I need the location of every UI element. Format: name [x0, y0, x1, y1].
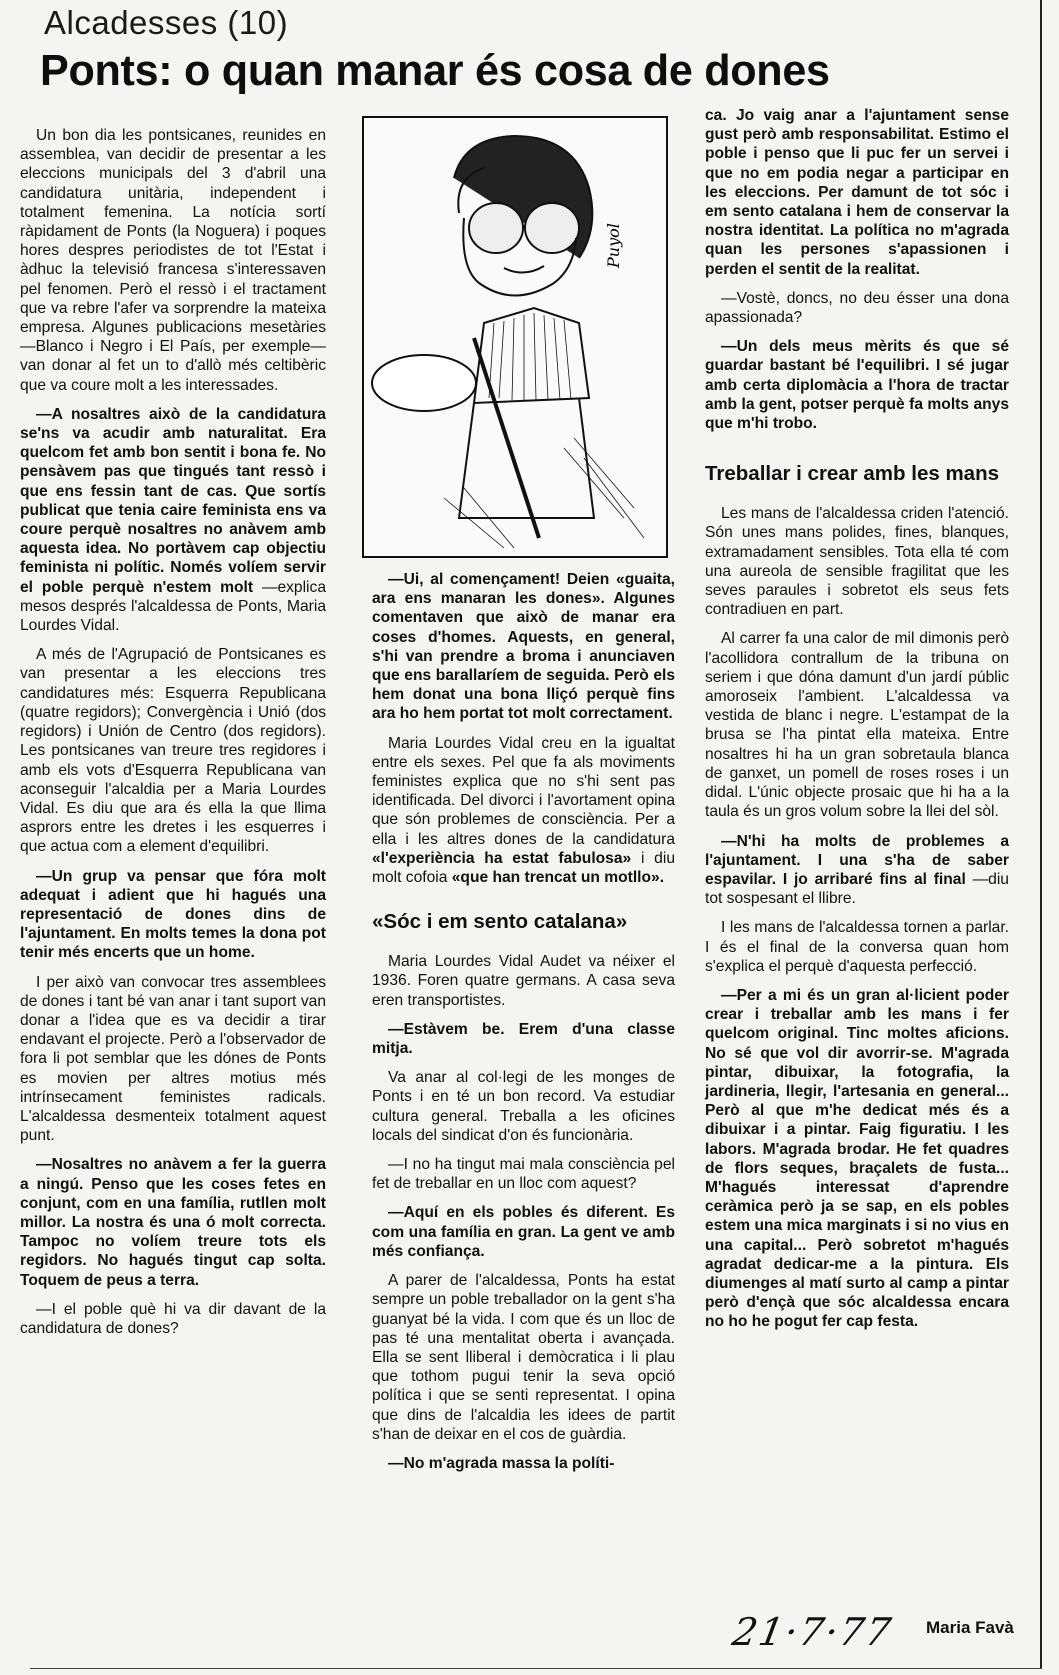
handwritten-date: 21·7·77	[729, 1610, 896, 1654]
article-paragraph	[705, 289, 1009, 327]
article-paragraph	[705, 918, 1009, 976]
article-paragraph	[372, 1155, 675, 1193]
article-paragraph	[705, 337, 1009, 433]
subheading-catalana: «Sóc i em sento catalana»	[372, 910, 628, 934]
article-paragraph	[372, 734, 675, 888]
quote-text: —Ui, al començament! Deien «guaita, ara ens manaran les dones». Algunes comentaven que això de manar era coses d'homes. Aquests, en general, s'hi van prendre a broma i anunciaven que ens barallaríem de seguida. Però els hem donat una bona lliçó perquè fins ara ho hem portat tot molt correctament.	[372, 571, 675, 723]
article-paragraph	[20, 126, 326, 395]
quote-text: ca. Jo vaig anar a l'ajuntament sense gust però amb responsabilitat. Estimo el poble i penso que li puc fer un servei i que no em podia negar a participar en les eleccions. Per damunt de tot sóc i em sento catalana i hem de conservar la nostra identitat. La política no m'agrada quan les persones s'apassionen i perden el sentit de la realitat.	[705, 107, 1009, 278]
column-2	[372, 570, 675, 1473]
article-paragraph	[705, 629, 1009, 821]
body-text: —Vostè, doncs, no deu ésser una dona apassionada?	[705, 289, 1009, 327]
article-paragraph	[20, 1155, 326, 1289]
article-paragraph	[372, 1454, 675, 1473]
article-paragraph	[372, 952, 675, 1010]
body-text: A parer de l'alcaldessa, Ponts ha estat sempre un poble treballador on la gent s'ha guanyat bé la vida. I com que és un lloc de pas té una mentalitat oberta i avançada. Ella se sent lliberal i demòcratica i li plau que tothom pugui tenir la seva opció política i que se senti representat. I opina que dins de l'alcaldia les idees de partit s'han de deixar en el cos de guàrdia.	[372, 1272, 675, 1443]
article-paragraph	[372, 570, 675, 724]
right-border-rule	[1040, 0, 1042, 1668]
body-text: Les mans de l'alcaldessa criden l'atenció. Són unes mans polides, fines, blanques, extramadament sensibles. Tota ella té com una aureola de sensible fragilitat que les seves paraules i sobretot els seus fets contradiuen en part.	[705, 505, 1009, 619]
quote-text: —Un dels meus mèrits és que sé guardar bastant bé l'equilibri. I sé jugar amb certa diplomàcia a l'hora de tractar amb la gent, potser perquè fa molts anys que m'hi trobo.	[705, 338, 1009, 433]
article-paragraph	[372, 1020, 675, 1058]
headline: Ponts: o quan manar és cosa de dones	[40, 46, 830, 95]
quote-text: «l'experiència ha estat fabulosa»	[372, 849, 632, 867]
article-paragraph	[705, 504, 1009, 619]
quote-text: —Nosaltres no anàvem a fer la guerra a ningú. Penso que les coses fetes en conjunt, com en una família, rutllen molt millor. La nostra és una ó molt correcta. Tampoc no volíem treure tots els regidors. No hagués tingut cap solta. Toquem de peus a terra.	[20, 1156, 326, 1289]
body-text: —I no ha tingut mai mala consciència pel fet de treballar en un lloc com aquest?	[372, 1156, 675, 1193]
quote-text: —Per a mi és un gran al·licient poder crear i treballar amb les mans i fer quelcom original. Tinc moltes aficions. No sé que vol dir avorrir-se. M'agrada pintar, dibuixar, la fotografia, la jardineria, llegir, l'artesania en general... Però al que m'he dedicat més és a dibuixar i a pintar. Faig figuratiu. I les labors. M'agrada brodar. He fet quadres de flors seques, braçalets de fusta... M'hagués interessat d'aprendre ceràmica però ja se sap, en els pobles estem una mica marginats i si no vius en una capital... Però sobretot m'hagués agradat dedicar-me a la pintura. Els diumenges al matí surto al camp a pintar però d'ençà que sóc alcaldessa encara no ho he pogut fer cap festa.	[705, 986, 1009, 1331]
body-text: I les mans de l'alcaldessa tornen a parlar. I és el final de la conversa quan hom s'explica el perquè d'aquesta perfecció.	[705, 919, 1009, 975]
quote-text: —No m'agrada massa la políti-	[388, 1454, 615, 1472]
article-paragraph	[705, 832, 1009, 909]
body-text: —explica mesos després l'alcaldessa de Ponts, Maria Lourdes Vidal.	[20, 578, 326, 635]
quote-text: —Un grup va pensar que fóra molt adequat i adient que hi hagués una representació de dones dins de l'ajuntament. En molts temes la dona pot tenir més encerts que un home.	[20, 867, 326, 962]
body-text: —I el poble què hi va dir davant de la candidatura de dones?	[20, 1300, 326, 1337]
author-byline: Maria Favà	[926, 1618, 1014, 1637]
article-paragraph	[705, 106, 1009, 279]
body-text: Va anar al col·legi de les monges de Ponts i en té un bon record. Va estudiar cultura general. Treballa a les oficines locals del sindicat d'on és funcionària.	[372, 1069, 675, 1144]
article-paragraph	[372, 1203, 675, 1261]
article-paragraph	[20, 973, 326, 1146]
article-paragraph	[372, 1068, 675, 1145]
body-text: i diu molt cofoia	[372, 849, 675, 887]
article-paragraph	[20, 645, 326, 856]
article-paragraph	[20, 405, 326, 635]
body-text: Maria Lourdes Vidal Audet va néixer el 1936. Foren quatre germans. A casa seva eren transportistes.	[372, 953, 675, 1009]
quote-text: —A nosaltres això de la candidatura se'ns va acudir amb naturalitat. Era quelcom fet amb bon sentit i bona fe. No pensàvem pas que tingués tant ressò i que ens fessin tant de cas. Que sortís publicat que tenia caire feminista ens va coure perquè nosaltres no anàvem amb aquesta idea. No portàvem cap objectiu feminista ni polític. Només volíem servir el poble perquè n'estem molt	[20, 405, 326, 596]
body-text: A més de l'Agrupació de Pontsicanes es van presentar a les eleccions tres candidatures més: Esquerra Republicana (quatre regidors); Convergència i Unió (dos regidors) i Unión de Centro (dos regidors). Les pontsicanes van treure tres regidores i amb els vots d'Esquerra Republicana van aconseguir l'alcaldia per a Maria Lourdes Vidal. Es diu que ara és ella la que llima asprors entre les dretes i les esquerres i que actua com a element d'equilibri.	[20, 646, 326, 856]
quote-text: «que han trencat un motllo».	[451, 869, 665, 887]
subheading-mans: Treballar i crear amb les mans	[705, 462, 999, 486]
article-paragraph	[372, 1271, 675, 1444]
body-text: Un bon dia les pontsicanes, reunides en assemblea, van decidir de presentar a les eleccions municipals del 3 d'abril una candidatura unitària, independent i totalment femenina. La notícia sortí ràpidament de Ponts (la Noguera) i poques hores despres periodistes de tot l'Estat i àdhuc la televisió francesa s'interessaven pel fenomen. Però el ressò i el tractament que va rebre l'afer va sorprendre la mateixa empresa. Algunes publicacions mesetàries —Blanco i Negro i El País, per exemple— van donar al fet un to d'allò més celtibèric que va coure molt a les interessades.	[20, 127, 326, 394]
body-text: —diu tot sospesant el llibre.	[705, 870, 1009, 908]
body-text: Maria Lourdes Vidal creu en la igualtat entre els sexes. Pel que fa als moviments feministes explica que no s'hi sent pas identificada. Del divorci i l'avortament opina que són problemes de consciència. Per a ella i les altres dones de la candidatura	[372, 734, 675, 848]
quote-text: —Estàvem be. Erem d'una classe mitja.	[372, 1020, 675, 1058]
illustrator-signature: Puyol	[604, 223, 623, 268]
body-text: I per això van convocar tres assemblees de dones i tant bé van anar i tant suport van donar a l'idea que es va decidir a tirar endavant el projecte. Però a l'observador de fora li pot semblar que les dónes de Ponts es movien per altres motius més intrínsecament feministes radicals. L'alcaldessa desmenteix totalment aquest punt.	[20, 973, 326, 1145]
article-paragraph	[20, 1300, 326, 1338]
quote-text: —Aquí en els pobles és diferent. Es com una família en gran. La gent ve amb més confiança.	[372, 1204, 675, 1260]
article-paragraph	[705, 986, 1009, 1332]
quote-text: —N'hi ha molts de problemes a l'ajuntament. I una s'ha de saber espavilar. I jo arribaré fins al final	[705, 832, 1009, 888]
caricature-illustration	[362, 116, 668, 558]
bottom-border-rule	[30, 1668, 1042, 1669]
column-3	[705, 106, 1009, 1332]
column-1	[20, 126, 326, 1338]
caricature-drawing	[364, 118, 666, 556]
page-kicker: Alcadesses (10)	[44, 4, 289, 41]
article-paragraph	[20, 867, 326, 963]
body-text: Al carrer fa una calor de mil dimonis però l'acollidora contrallum de la tribuna on seriem i que dóna damunt d'un jardí públic amoroseix l'ambient. L'alcaldessa va vestida de blanc i negre. L'estampat de la brusa se l'ha pintat ella mateixa. Entre nosaltres hi ha un gran sobretaula blanca de ganxet, un pomell de roses roses i un didal. L'únic objecte prosaic que hi ha a la taula és un gros volum sobre la llei del sòl.	[705, 630, 1009, 821]
